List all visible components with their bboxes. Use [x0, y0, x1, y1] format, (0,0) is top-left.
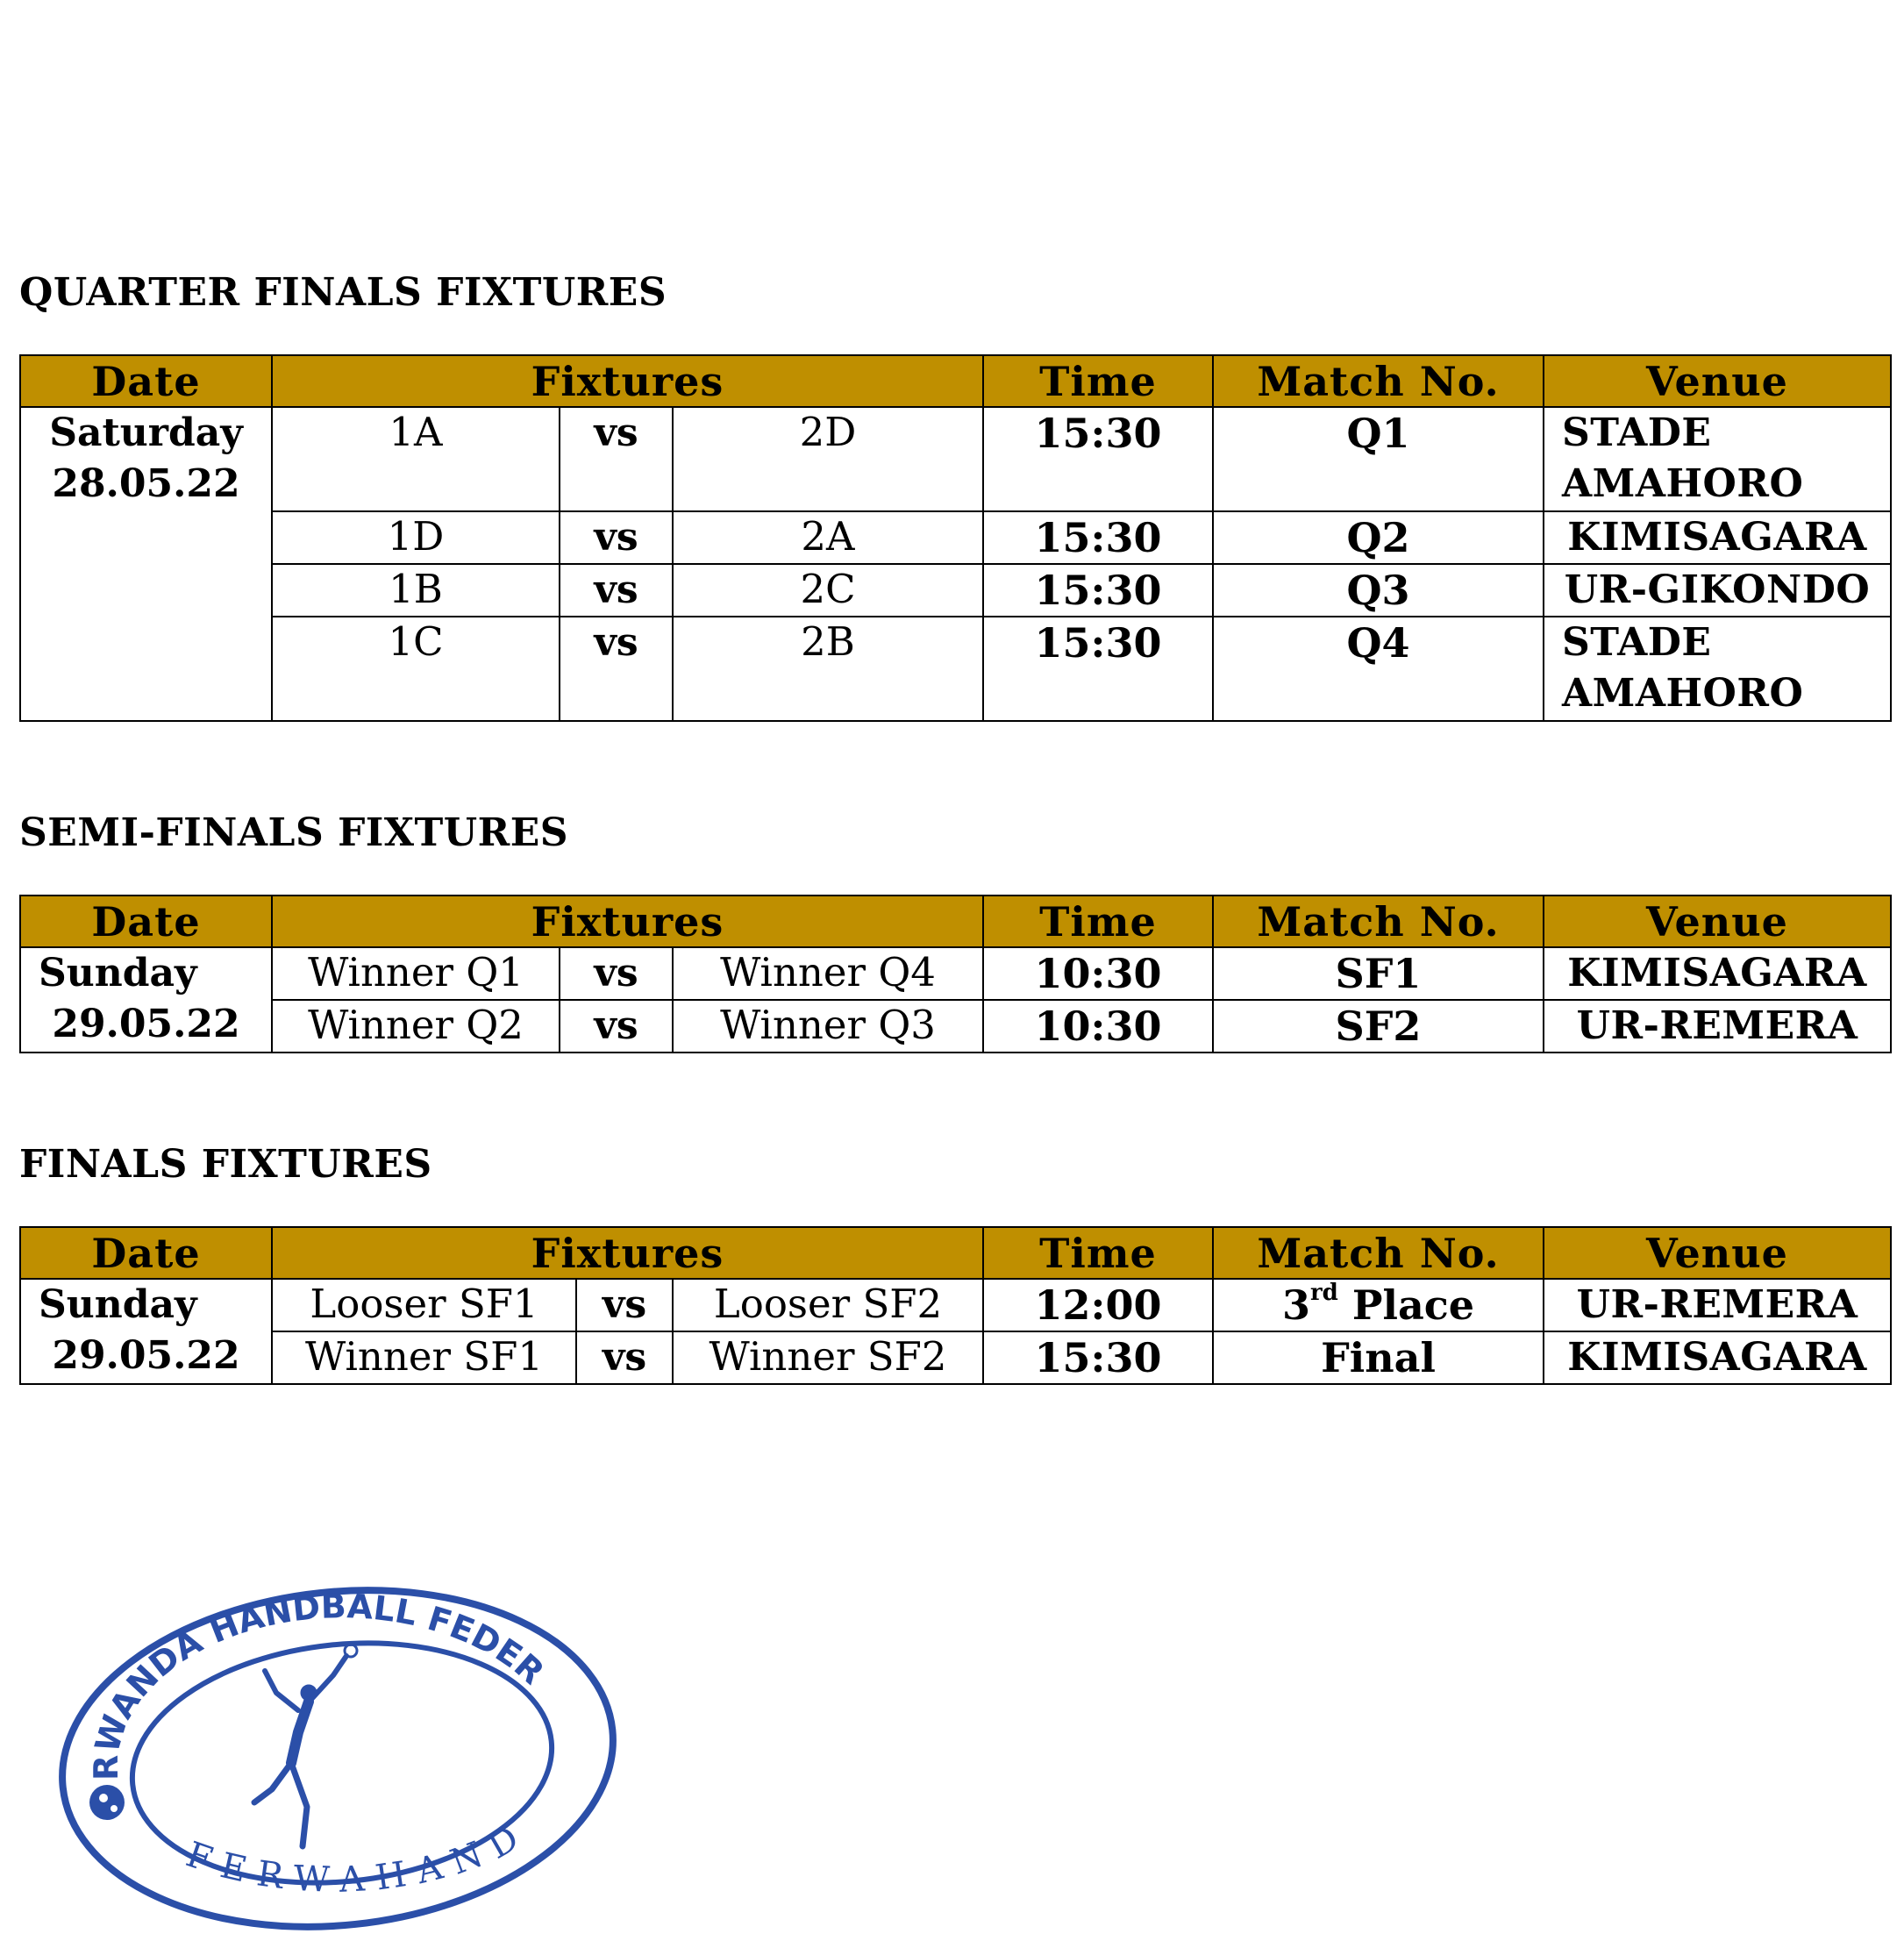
- header-match-no: Match No.: [1213, 1227, 1544, 1279]
- date-cell: [20, 947, 272, 1053]
- team-away: 2B: [673, 617, 983, 721]
- vs-label: vs: [560, 617, 673, 721]
- team-away: 2A: [673, 511, 983, 564]
- team-away: Looser SF2: [673, 1279, 983, 1331]
- finals-title: FINALS FIXTURES: [19, 1142, 432, 1187]
- venue: KIMISAGARA: [1544, 947, 1891, 1000]
- match-time: 15:30: [983, 511, 1213, 564]
- match-time: 10:30: [983, 1000, 1213, 1053]
- team-away: Winner SF2: [673, 1331, 983, 1384]
- header-match-no: Match No.: [1213, 896, 1544, 947]
- quarter-finals-title: QUARTER FINALS FIXTURES: [19, 270, 667, 315]
- match-time: 15:30: [983, 1331, 1213, 1384]
- table-header-row: [20, 896, 1891, 947]
- vs-label: vs: [560, 1000, 673, 1053]
- match-place-label: Place: [1337, 1281, 1475, 1329]
- header-date: Date: [20, 896, 272, 947]
- vs-label: vs: [560, 947, 673, 1000]
- venue-line2: AMAHORO: [1562, 671, 1804, 716]
- team-away: Winner Q3: [673, 1000, 983, 1053]
- header-match-no: Match No.: [1213, 355, 1544, 407]
- federation-stamp: [35, 1579, 649, 1938]
- header-time: Time: [983, 1227, 1213, 1279]
- vs-label: vs: [560, 511, 673, 564]
- match-number: SF2: [1213, 1000, 1544, 1053]
- table-header-row: [20, 1227, 1891, 1279]
- match-number: Final: [1213, 1331, 1544, 1384]
- header-fixtures: Fixtures: [272, 355, 983, 407]
- venue: UR-REMERA: [1544, 1279, 1891, 1331]
- team-home: Winner SF1: [272, 1331, 576, 1384]
- header-date: Date: [20, 355, 272, 407]
- vs-label: vs: [560, 407, 673, 511]
- table-row: [20, 1000, 1891, 1053]
- match-number: Q4: [1213, 617, 1544, 721]
- table-header-row: [20, 355, 1891, 407]
- header-time: Time: [983, 896, 1213, 947]
- team-away: Winner Q4: [673, 947, 983, 1000]
- vs-label: vs: [576, 1331, 673, 1384]
- venue: UR-REMERA: [1544, 1000, 1891, 1053]
- team-home: Looser SF1: [272, 1279, 576, 1331]
- date-value: 28.05.22: [52, 461, 240, 506]
- date-cell: [20, 407, 272, 721]
- semi-finals-table: [19, 895, 1892, 1053]
- match-number: [1213, 1279, 1544, 1331]
- stamp-bottom-text: FERWAHAND: [181, 1811, 537, 1902]
- venue: KIMISAGARA: [1544, 1331, 1891, 1384]
- header-fixtures: Fixtures: [272, 1227, 983, 1279]
- venue: KIMISAGARA: [1544, 511, 1891, 564]
- date-day: Sunday: [39, 951, 197, 995]
- handball-player-icon: [254, 1645, 357, 1846]
- venue: UR-GIKONDO: [1544, 564, 1891, 617]
- team-home: 1B: [272, 564, 560, 617]
- venue: [1544, 617, 1891, 721]
- team-home: Winner Q2: [272, 1000, 560, 1053]
- ball-icon: [89, 1785, 125, 1820]
- stamp-top-text: RWANDA HANDBALL FEDER: [86, 1587, 553, 1781]
- team-home: 1D: [272, 511, 560, 564]
- match-number: Q2: [1213, 511, 1544, 564]
- match-time: 15:30: [983, 407, 1213, 511]
- venue-line2: AMAHORO: [1562, 461, 1804, 506]
- header-fixtures: Fixtures: [272, 896, 983, 947]
- table-row: [20, 947, 1891, 1000]
- date-day: Saturday: [49, 410, 243, 455]
- date-day: Sunday: [39, 1282, 197, 1327]
- venue-line1: STADE: [1562, 410, 1712, 455]
- match-number: Q3: [1213, 564, 1544, 617]
- match-number: Q1: [1213, 407, 1544, 511]
- header-venue: Venue: [1544, 355, 1891, 407]
- header-time: Time: [983, 355, 1213, 407]
- table-row: [20, 1331, 1891, 1384]
- date-cell: [20, 1279, 272, 1384]
- team-home: 1C: [272, 617, 560, 721]
- match-time: 10:30: [983, 947, 1213, 1000]
- match-ordinal-number: 3: [1281, 1281, 1310, 1329]
- table-row: [20, 617, 1891, 721]
- match-time: 12:00: [983, 1279, 1213, 1331]
- venue: [1544, 407, 1891, 511]
- venue-line1: STADE: [1562, 620, 1712, 665]
- semi-finals-title: SEMI-FINALS FIXTURES: [19, 810, 569, 855]
- vs-label: vs: [560, 564, 673, 617]
- team-away: 2D: [673, 407, 983, 511]
- match-time: 15:30: [983, 617, 1213, 721]
- quarter-finals-table: [19, 354, 1892, 722]
- header-venue: Venue: [1544, 896, 1891, 947]
- finals-table: [19, 1226, 1892, 1385]
- date-value: 29.05.22: [52, 1002, 240, 1046]
- match-ordinal-suffix: rd: [1309, 1280, 1338, 1306]
- header-venue: Venue: [1544, 1227, 1891, 1279]
- table-row: [20, 564, 1891, 617]
- match-number: SF1: [1213, 947, 1544, 1000]
- date-value: 29.05.22: [52, 1333, 240, 1378]
- match-time: 15:30: [983, 564, 1213, 617]
- header-date: Date: [20, 1227, 272, 1279]
- team-away: 2C: [673, 564, 983, 617]
- team-home: Winner Q1: [272, 947, 560, 1000]
- vs-label: vs: [576, 1279, 673, 1331]
- table-row: [20, 407, 1891, 511]
- table-row: [20, 1279, 1891, 1331]
- table-row: [20, 511, 1891, 564]
- team-home: 1A: [272, 407, 560, 511]
